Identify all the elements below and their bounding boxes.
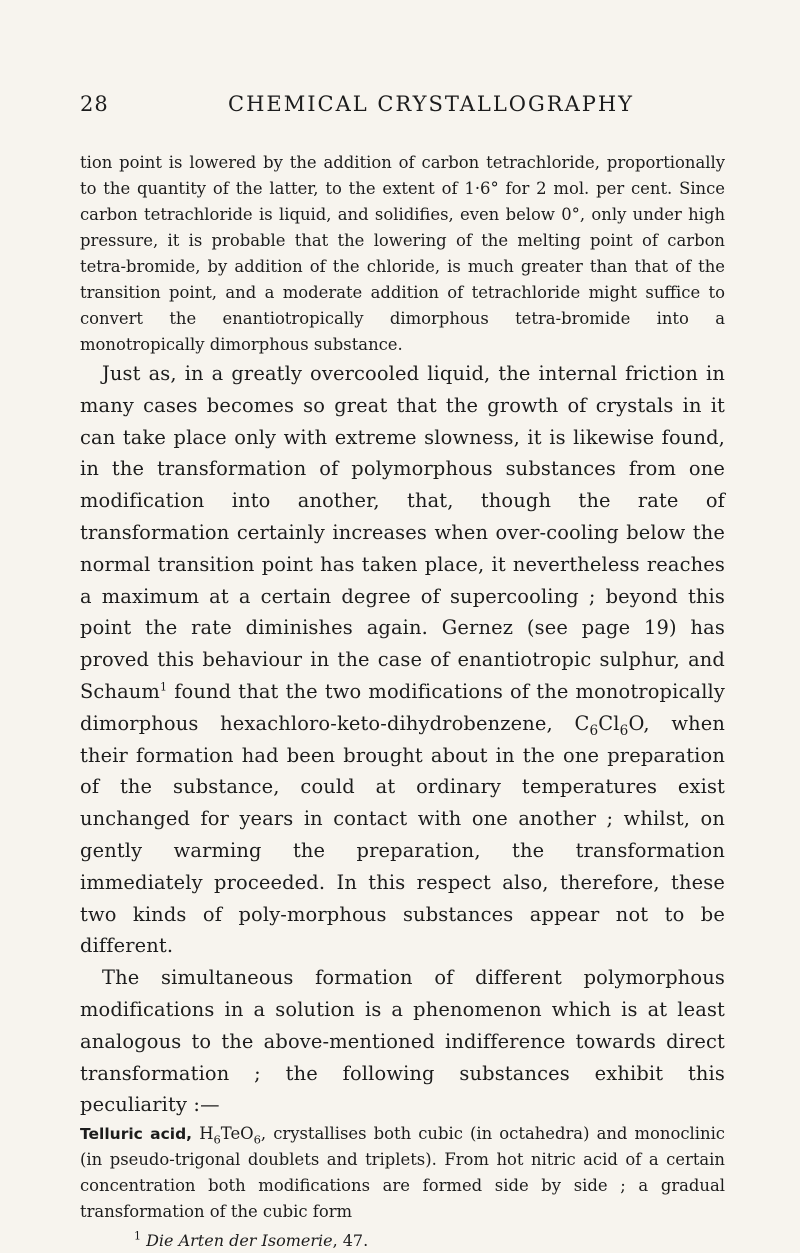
page-number: 28 [80,92,109,116]
paragraph-text: Just as, in a greatly overcooled liquid, the internal friction in many cases becomes so great that the growth of crystals in it can take place only with extreme slowness, it is likewise found, in the transformation of polymorphous substances from one modification into another, that, though the rate of transformation certainly increases when over-cooling below the normal transition point has taken place, it nevertheless reaches a maximum at a certain degree of supercooling ; beyond this point the rate diminishes again. Gernez (see page 19) has proved this behaviour in the case of enantiotropic sulphur, and Schaum [80,362,725,703]
footnote-number: 1 [134,1229,141,1243]
footnote-marker: 1 [159,680,168,694]
paragraph-text: , when their formation had been brought about in the one preparation of the substance, could at ordinary temperatures exist unchanged for years in contact with one another ; whilst, on gently warming the preparation, the transformation immediately proceeded. In this respect also, therefore, these two kinds of poly-morphous substances appear not to be different. [80,711,725,958]
footnote [80,1229,725,1253]
footnote-page: , 47. [332,1231,369,1251]
entry-heading: Telluric acid, [80,1125,193,1144]
paragraph-text: found that the two modifications of the monotropically dimorphous hexachloro-keto-dihydrobenzene, [80,679,725,735]
running-head: CHEMICAL CRYSTALLOGRAPHY [228,92,635,116]
book-page [80,92,725,1253]
paragraph-telluric-acid [80,1121,725,1225]
footnote-title: Die Arten der Isomerie [146,1231,333,1251]
paragraph-text: , crystallises both cubic (in octahedra) and monoclinic (in pseudo-trigonal doublets and triplets). From hot nitric acid of a certain concentration both modifications are formed side by side ; a gradual transformation of the cubic form [80,1124,725,1222]
chemical-formula: $C_6Cl_6O$ [574,711,644,739]
paragraph-simultaneous-formation: The simultaneous formation of different polymorphous modifications in a solution is a phenomenon which is at least analogous to the above-mentioned indifference towards direct transformation ; the following substances exhibit this peculiarity :— [80,966,725,1117]
paragraph-supercooling [80,358,725,962]
page-header [80,92,725,124]
chemical-formula: $H_6TeO_6$ [199,1124,261,1147]
paragraph-continued: tion point is lowered by the addition of carbon tetrachloride, proportionally to the quantity of the latter, to the extent of 1·6° for 2 mol. per cent. Since carbon tetrachloride is liquid, and solidifies, even below 0°, only under high pressure, it is probable that the lowering of the melting point of carbon tetra-bromide, by addition of the chloride, is much greater than that of the transition point, and a moderate addition of tetrachloride might suffice to convert the enantiotropically dimorphous tetra-bromide into a monotropically dimorphous substance. [80,153,725,354]
